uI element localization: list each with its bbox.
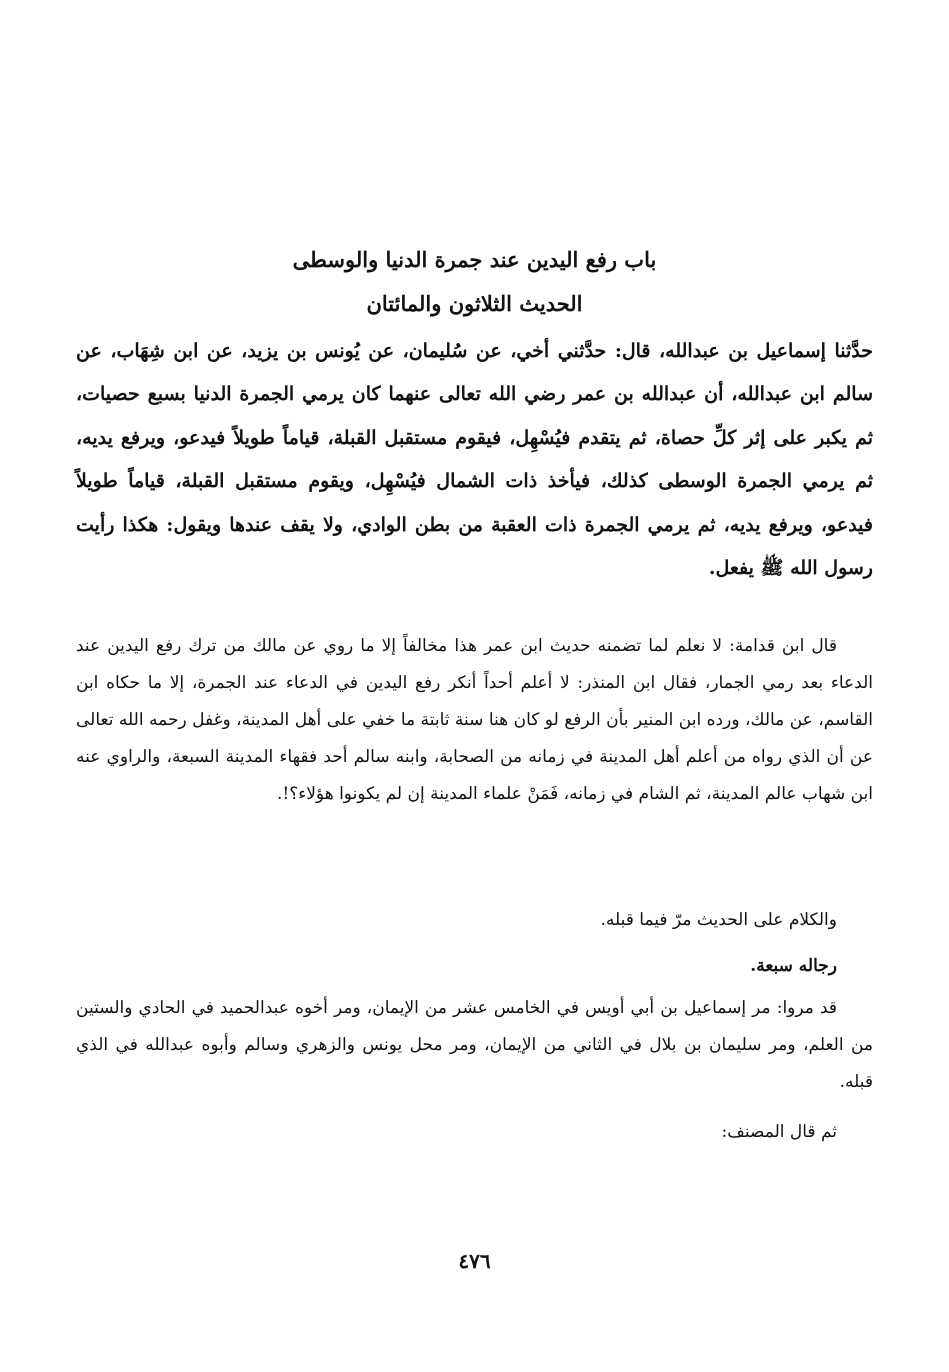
hadith-text: حدَّثنا إسماعيل بن عبدالله، قال: حدَّثني أخي، عن سُليمان، عن يُونس بن يزيد، عن ابن شِهَاب، عن سالم ابن عبدالله، أن عبدالله بن عمر رضي الله تعالى عنهما كان يرمي الجمرة الدنيا بسبع حصيات، ثم يكبر على إثر كلِّ حصاة، ثم يتقدم فيُسْهِل، فيقوم مستقبل القبلة، قياماً طويلاً فيدعو، ويرفع يديه، ثم يرمي الجمرة الوسطى كذلك، فيأخذ ذات الشمال فيُسْهِل، ويقوم مستقبل القبلة، قياماً طويلاً فيدعو، ويرفع يديه، ثم يرمي الجمرة ذات العقبة من بطن الوادي، ولا يقف عندها ويقول: هكذا رأيت رسول الله ﷺ يفعل. bbox=[76, 340, 873, 580]
remark-line: والكلام على الحديث مرّ فيما قبله. bbox=[600, 910, 837, 930]
narrators-paragraph: قد مروا: مر إسماعيل بن أبي أويس في الخامس عشر من الإيمان، ومر أخوه عبدالحميد في الحادي والستين من العلم، ومر سليمان بن بلال في الثاني من الإيمان، ومر محل يونس والزهري وسالم وأبوه عبدالله في الذي قبله. bbox=[76, 998, 873, 1092]
narrators-heading: رجاله سبعة. bbox=[750, 956, 837, 976]
closing-line: ثم قال المصنف: bbox=[721, 1122, 837, 1142]
headings-block bbox=[120, 238, 829, 326]
chapter-title: باب رفع اليدين عند جمرة الدنيا والوسطى bbox=[292, 247, 657, 272]
page-number: ٤٧٦ bbox=[458, 1249, 491, 1273]
commentary-paragraph: قال ابن قدامة: لا نعلم لما تضمنه حديث ابن عمر هذا مخالفاً إلا ما روي عن مالك من ترك رفع اليدين عند الدعاء بعد رمي الجمار، فقال ابن المنذر: لا أعلم أحداً أنكر رفع اليدين في الدعاء عند الجمرة، إلا ما حكاه ابن القاسم، عن مالك، ورده ابن المنير بأن الرفع لو كان هنا سنة ثابتة ما خفي على أهل المدينة، وغفل رحمه الله تعالى عن أن الذي رواه من أعلم أهل المدينة في زمانه من الصحابة، وابنه سالم أحد فقهاء المدينة السبعة، والراوي عنه ابن شهاب عالم المدينة، ثم الشام في زمانه، فَمَنْ علماء المدينة إن لم يكونوا هؤلاء؟!. bbox=[76, 636, 873, 804]
hadith-number-heading: الحديث الثلاثون والمائتان bbox=[366, 291, 583, 316]
